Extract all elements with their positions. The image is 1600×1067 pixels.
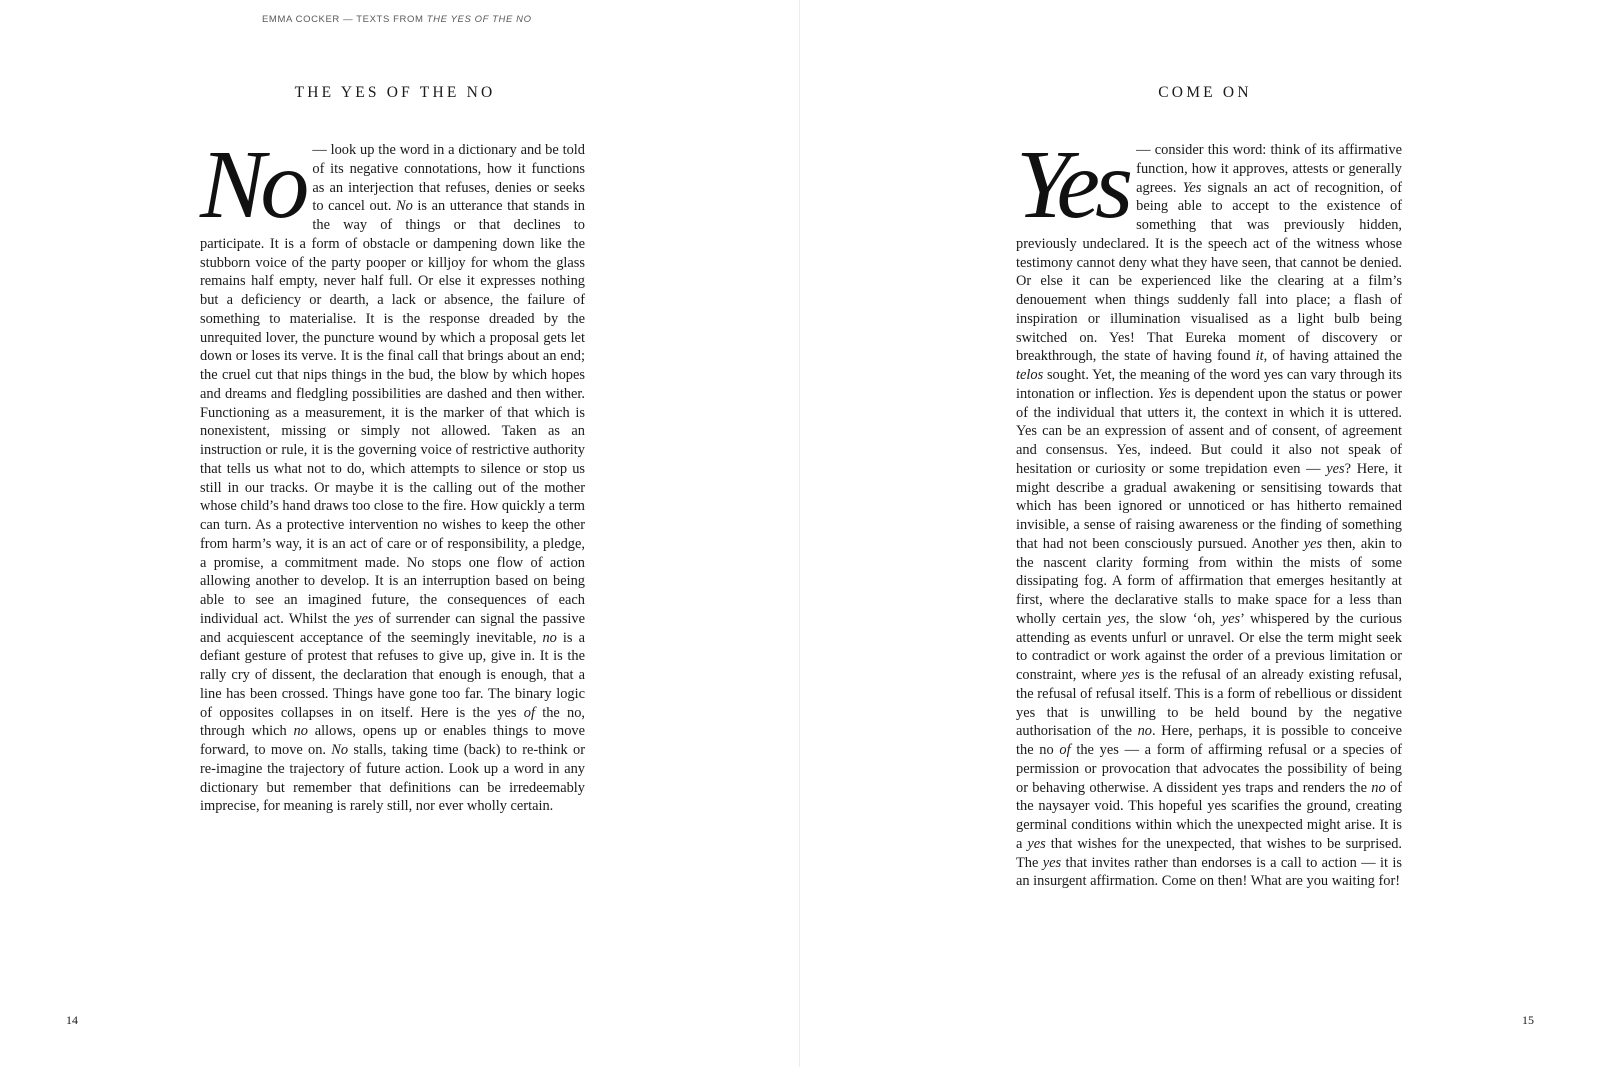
italic-text-run: of bbox=[523, 704, 535, 721]
text-run: allows, opens up or enables things to move forward, to move on. bbox=[200, 723, 585, 758]
page-number-right: 15 bbox=[1522, 1013, 1534, 1027]
left-dropcap: No bbox=[200, 131, 305, 239]
page-number-left: 14 bbox=[66, 1013, 78, 1027]
text-run: stalls, taking time (back) to re-think or re-imagine the trajectory of future action. Look up a word in any dictionary but remember that definitions can be irredeemably imprecise, for meaning is rarely still, nor ever wholly certain. bbox=[200, 742, 585, 815]
italic-text-run: yes bbox=[1303, 535, 1323, 552]
text-run: the yes — a form of affirming refusal or a species of permission or provocation that advocates the possibility of being or behaving otherwise. A dissident yes traps and renders the bbox=[1016, 742, 1402, 796]
text-run: that invites rather than endorses is a call to action — it is an insurgent affirmation. Come on then! What are you waiting for! bbox=[1016, 854, 1403, 890]
running-head-author: EMMA COCKER — TEXTS FROM bbox=[262, 14, 424, 25]
italic-text-run: no bbox=[293, 723, 308, 740]
running-head-book-title: THE YES OF THE NO bbox=[426, 14, 532, 25]
italic-text-run: no bbox=[1371, 779, 1386, 796]
text-run: — look up the word in a dictionary and be told of its negative connotations, how it functions as an interjection that refuses, denies or seeks to cancel out. bbox=[312, 142, 585, 215]
text-run: that wishes for the unexpected, that wishes to be surprised. The bbox=[1016, 835, 1402, 871]
text-run: the no, through which bbox=[200, 704, 585, 740]
italic-text-run: yes bbox=[1042, 854, 1062, 871]
italic-text-run: Yes bbox=[1157, 385, 1177, 402]
italic-text-run: yes bbox=[1107, 610, 1126, 627]
text-run: , of having attained the bbox=[1263, 348, 1402, 365]
text-run: ’ whispered by the curious attending as events unfurl or unravel. Or else the term might seek to contradict or work against the order of a previous limitation or constraint, where bbox=[1016, 610, 1402, 683]
italic-text-run: yes bbox=[1121, 667, 1140, 683]
text-run: of the naysayer void. This hopeful yes scarifies the ground, creating germinal conditions within which the unexpected might arise. It is a bbox=[1016, 779, 1402, 852]
text-run: of surrender can signal the passive and acquiescent acceptance of the seemingly inevitable, bbox=[200, 610, 586, 646]
right-dropcap: Yes bbox=[1016, 131, 1129, 239]
text-run: , the slow ‘oh, bbox=[1125, 610, 1222, 627]
italic-text-run: No bbox=[331, 742, 349, 758]
italic-text-run: Yes bbox=[1182, 179, 1202, 196]
italic-text-run: yes bbox=[355, 610, 374, 627]
right-page-title: COME ON bbox=[1158, 84, 1252, 101]
book-gutter bbox=[799, 0, 800, 1067]
italic-text-run: telos bbox=[1016, 367, 1044, 383]
text-run: then, akin to the nascent clarity forming from within the mists of some dissipating fog. A form of affirmation that emerges hesitantly at first, where the declarative stalls to make space for a less than wholly certain bbox=[1016, 535, 1403, 627]
left-page-body bbox=[200, 131, 586, 816]
text-run: is a defiant gesture of protest that refuses to give up, give in. It is the rally cry of dissent, the declaration that enough is enough, that a line has been crossed. Things have gone too far. The binary logic of opposites collapses in on itself. Here is the yes bbox=[200, 629, 585, 721]
text-run: sought. Yet, the meaning of the word yes can vary through its intonation or inflection. bbox=[1016, 367, 1402, 402]
text-run: — consider this word: think of its affirmative function, how it approves, attests or generally agrees. bbox=[1136, 142, 1402, 196]
italic-text-run: yes bbox=[1326, 460, 1345, 477]
text-run: is the refusal of an already existing refusal, the refusal of refusal itself. This is a form of rebellious or dissident yes that is unwilling to be held bound by the negative authorisation of the bbox=[1016, 667, 1402, 740]
italic-text-run: no bbox=[542, 629, 557, 646]
text-run: is an utterance that stands in the way of things or that declines to participate. It is a form of obstacle or dampening down like the stubborn voice of the party pooper or killjoy for whom the glass remains half empty, never half full. Or else it expresses nothing but a deficiency or dearth, a lack or absence, the failure of something to materialise. It is the response dreaded by the unrequited lover, the puncture wound by which a proposal gets let down or loses its verve. It is the final call that brings about an end; the cruel cut that nips things in the bud, the blow by which hopes and dreams and fledgling possibilities are dashed and then wither. Functioning as a measurement, it is the marker of that which is nonexistent, missing or simply not allowed. Taken as an instruction or rule, it is the governing voice of restrictive authority that tells us what not to do, which attempts to silence or stop us still in our tracks. Or maybe it is the calling out of the mother whose child’s hand draws too close to the fire. How quickly a term can turn. As a protective intervention no wishes to keep the other from harm’s way, it is an act of care or of responsibility, a pledge, a promise, a commitment made. No stops one flow of action allowing another to develop. It is an interruption based on being able to see an imagined future, the consequences of each individual act. Whilst the bbox=[200, 198, 585, 627]
italic-text-run: yes bbox=[1027, 835, 1046, 852]
left-page-paragraph bbox=[200, 131, 586, 816]
left-page-title: THE YES OF THE NO bbox=[294, 84, 496, 101]
text-run: . Here, perhaps, it is possible to conceive the no bbox=[1016, 723, 1403, 758]
italic-text-run: No bbox=[396, 198, 413, 215]
right-body-text bbox=[1016, 131, 1403, 890]
italic-text-run: yes bbox=[1221, 610, 1241, 627]
text-run: is dependent upon the status or power of the individual that utters it, the context in which it is uttered. Yes can be an expression of assent and of consent, of agreement and consensus. Yes, indeed. But could it also not speak of hesitation or curiosity or some trepidation even — bbox=[1016, 385, 1402, 477]
italic-text-run: it bbox=[1255, 348, 1264, 365]
text-run: signals an act of recognition, of being able to accept to the existence of something that was previously hidden, previously undeclared. It is the speech act of the witness whose testimony cannot deny what they have seen, that cannot be denied. Or else it can be experienced like the clearing at a film’s denouement when things suddenly fall into place; a flash of inspiration or illumination visualised as a light bulb being switched on. Yes! That Eureka moment of discovery or breakthrough, the state of having found bbox=[1016, 179, 1402, 365]
right-page-body bbox=[1016, 131, 1403, 891]
italic-text-run: of bbox=[1059, 742, 1071, 758]
right-page-paragraph bbox=[1016, 131, 1403, 891]
text-run: ? Here, it might describe a gradual awakening or sensitising towards that which has been ignored or unnoticed or has hitherto remained invisible, a sense of raising awareness or the finding of something that had not been consciously pursued. Another bbox=[1016, 460, 1403, 552]
italic-text-run: no bbox=[1137, 723, 1152, 740]
left-body-text bbox=[200, 131, 586, 815]
running-head bbox=[262, 14, 532, 25]
